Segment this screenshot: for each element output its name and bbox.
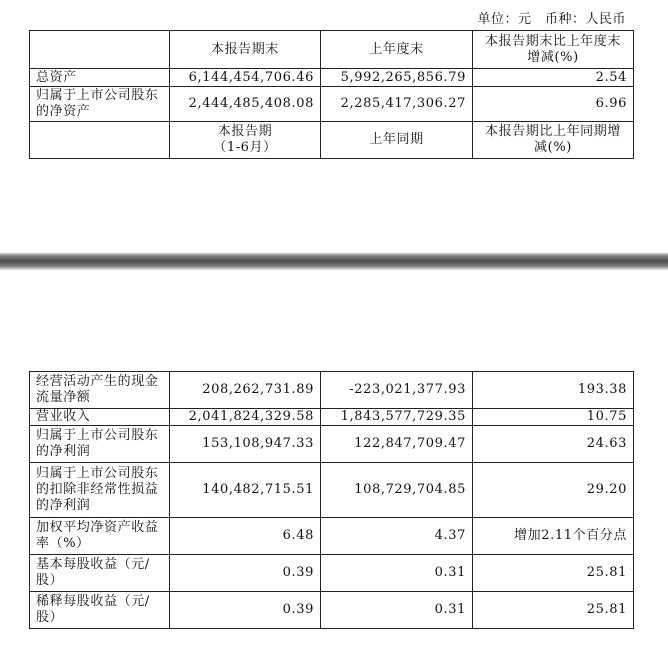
- row-label: 基本每股收益（元/股）: [30, 555, 170, 592]
- table-row: [30, 555, 634, 592]
- row-value-change: 193.38: [473, 372, 634, 409]
- table-row: [30, 87, 634, 122]
- row-value-prior: 108,729,704.85: [321, 463, 473, 518]
- row-value-prior: 5,992,265,856.79: [321, 69, 473, 87]
- table-row: [30, 426, 634, 463]
- row-value-change: 24.63: [473, 426, 634, 463]
- subheader-change-pct: 本报告期比上年同期增减(%): [473, 122, 634, 159]
- row-value-current: 140,482,715.51: [170, 463, 321, 518]
- table-row: [30, 463, 634, 518]
- row-value-prior: 4.37: [321, 518, 473, 555]
- row-label: 经营活动产生的现金流量净额: [30, 372, 170, 409]
- row-value-prior: -223,021,377.93: [321, 372, 473, 409]
- row-label: 归属于上市公司股东的净利润: [30, 426, 170, 463]
- row-value-prior: 122,847,709.47: [321, 426, 473, 463]
- row-value-change: 6.96: [473, 87, 634, 122]
- row-value-prior: 0.31: [321, 592, 473, 629]
- balance-summary-table: [29, 30, 634, 159]
- row-label: 加权平均净资产收益率（%）: [30, 518, 170, 555]
- table-subheader-row: [30, 122, 634, 159]
- table-row: [30, 372, 634, 409]
- header-change-pct: 本报告期末比上年度末增减(%): [473, 31, 634, 69]
- row-value-current: 153,108,947.33: [170, 426, 321, 463]
- row-value-current: 0.39: [170, 592, 321, 629]
- table-header-row: [30, 31, 634, 69]
- page-separator: [0, 253, 668, 270]
- row-label: 营业收入: [30, 409, 170, 426]
- row-value-prior: 1,843,577,729.35: [321, 409, 473, 426]
- table-row: [30, 69, 634, 87]
- header-period-end: 本报告期末: [170, 31, 321, 69]
- row-value-prior: 2,285,417,306.27: [321, 87, 473, 122]
- table-row: [30, 518, 634, 555]
- row-value-change: 10.75: [473, 409, 634, 426]
- row-label: 归属于上市公司股东的扣除非经常性损益的净利润: [30, 463, 170, 518]
- row-value-current: 0.39: [170, 555, 321, 592]
- row-label: 总资产: [30, 69, 170, 87]
- table-row: [30, 409, 634, 426]
- row-value-current: 6,144,454,706.46: [170, 69, 321, 87]
- row-value-current: 2,444,485,408.08: [170, 87, 321, 122]
- header-prior-year-end: 上年度末: [321, 31, 473, 69]
- row-value-current: 208,262,731.89: [170, 372, 321, 409]
- row-value-current: 2,041,824,329.58: [170, 409, 321, 426]
- table-row: [30, 592, 634, 629]
- income-summary-table: [29, 371, 634, 629]
- row-value-current: 6.48: [170, 518, 321, 555]
- row-value-change: 2.54: [473, 69, 634, 87]
- subheader-prior-period: 上年同期: [321, 122, 473, 159]
- row-value-change: 25.81: [473, 592, 634, 629]
- row-value-prior: 0.31: [321, 555, 473, 592]
- subheader-report-period: 本报告期 （1-6月）: [170, 122, 321, 159]
- subheader-blank-cell: [30, 122, 170, 159]
- row-label: 稀释每股收益（元/股）: [30, 592, 170, 629]
- row-label: 归属于上市公司股东的净资产: [30, 87, 170, 122]
- row-value-change: 25.81: [473, 555, 634, 592]
- row-value-change: 增加2.11个百分点: [473, 518, 634, 555]
- header-blank-cell: [30, 31, 170, 69]
- unit-currency-note: 单位：元 币种：人民币: [477, 12, 626, 27]
- row-value-change: 29.20: [473, 463, 634, 518]
